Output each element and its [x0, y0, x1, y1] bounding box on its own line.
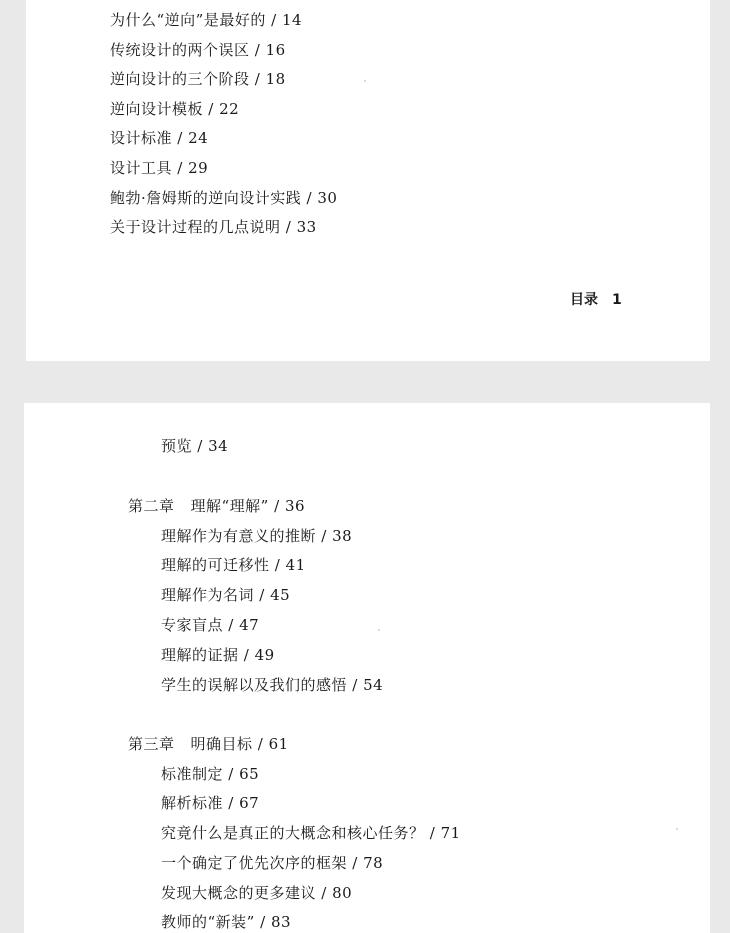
- toc-entry-preview: 预览 / 34: [161, 437, 229, 455]
- toc-entry: 理解作为名词 / 45: [161, 586, 291, 604]
- toc-entry: 教师的“新装” / 83: [161, 913, 292, 931]
- chapter-heading: 第二章 理解“理解” / 36: [128, 497, 306, 515]
- toc-entry: 专家盲点 / 47: [161, 616, 260, 634]
- toc-entry: 传统设计的两个误区 / 16: [110, 41, 286, 59]
- toc-entry: 关于设计过程的几点说明 / 33: [110, 218, 317, 236]
- toc-page-top: [26, 0, 710, 361]
- running-footer-label: 目录: [570, 292, 598, 308]
- toc-entry: 为什么“逆向”是最好的 / 14: [110, 11, 303, 29]
- scan-speck: [676, 828, 678, 830]
- toc-entry: 理解作为有意义的推断 / 38: [161, 527, 353, 545]
- toc-entry: 逆向设计模板 / 22: [110, 100, 240, 118]
- toc-entry: 设计工具 / 29: [110, 159, 209, 177]
- chapter-heading: 第三章 明确目标 / 61: [128, 735, 289, 753]
- page-number: 1: [612, 292, 622, 308]
- toc-entry: 发现大概念的更多建议 / 80: [161, 884, 353, 902]
- toc-entry: 一个确定了优先次序的框架 / 78: [161, 854, 384, 872]
- toc-entry: 理解的证据 / 49: [161, 646, 275, 664]
- scan-speck: [378, 629, 380, 631]
- toc-entry: 学生的误解以及我们的感悟 / 54: [161, 676, 384, 694]
- scan-speck: [364, 80, 366, 82]
- toc-entry: 解析标准 / 67: [161, 794, 260, 812]
- toc-entry: 究竟什么是真正的大概念和核心任务？ / 71: [161, 824, 461, 842]
- toc-entry: 逆向设计的三个阶段 / 18: [110, 70, 286, 88]
- toc-page-bottom: [24, 403, 710, 933]
- toc-entry: 理解的可迁移性 / 41: [161, 556, 306, 574]
- toc-entry: 鲍勃·詹姆斯的逆向设计实践 / 30: [110, 189, 338, 207]
- toc-entry: 标准制定 / 65: [161, 765, 260, 783]
- toc-entry: 设计标准 / 24: [110, 129, 209, 147]
